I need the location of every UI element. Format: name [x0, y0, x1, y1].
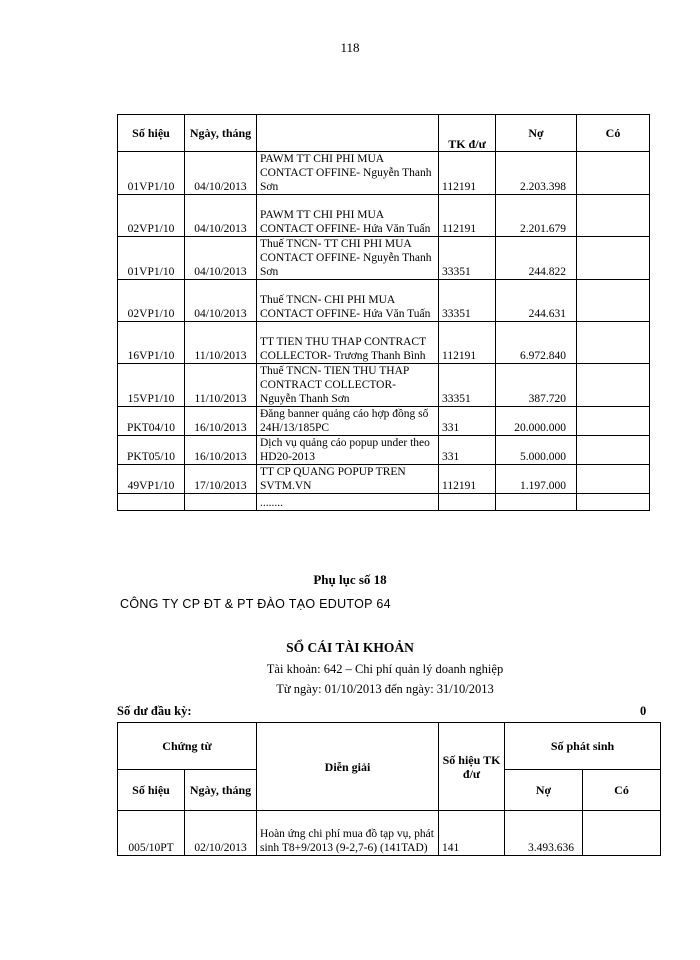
cell-description: PAWM TT CHI PHI MUA CONTACT OFFINE- Nguyễn Thanh Sơn — [257, 152, 439, 195]
cell-credit — [577, 280, 650, 322]
header-account: TK đ/ư — [439, 115, 496, 152]
cell-account: 331 — [439, 407, 496, 436]
header-date: Ngày, tháng — [185, 115, 257, 152]
table-row — [118, 152, 650, 195]
cell-account — [439, 494, 496, 511]
cell-account: 112191 — [439, 322, 496, 364]
cell-doc-no: 15VP1/10 — [118, 364, 185, 407]
table-row — [118, 280, 650, 322]
cell-description: Đăng banner quảng cáo hợp đồng số 24H/13/185PC — [257, 407, 439, 436]
ledger-title: SỔ CÁI TÀI KHOẢN — [286, 640, 414, 655]
cell-debit: 244.631 — [496, 280, 577, 322]
header-description: Diễn giải — [257, 723, 439, 811]
cell-date: 04/10/2013 — [185, 195, 257, 237]
cell-date: 04/10/2013 — [185, 280, 257, 322]
cell-description: Thuế TNCN- TT CHI PHI MUA CONTACT OFFINE- Nguyễn Thanh Sơn — [257, 237, 439, 280]
header-doc-no: Số hiệu — [118, 115, 185, 152]
header-debit: Nợ — [496, 115, 577, 152]
cell-credit — [577, 465, 650, 494]
cell-debit: 2.203.398 — [496, 152, 577, 195]
account-line: Tài khoản: 642 – Chi phí quản lý doanh nghiệp — [266, 662, 504, 676]
table-header-row — [118, 723, 661, 770]
table-row — [118, 322, 650, 364]
cell-doc-no: 02VP1/10 — [118, 195, 185, 237]
cell-doc-no: 02VP1/10 — [118, 280, 185, 322]
opening-balance-value: 0 — [640, 704, 647, 718]
cell-doc-no: PKT04/10 — [118, 407, 185, 436]
cell-description: Thuế TNCN- TIEN THU THAP CONTRACT COLLECTOR- Nguyễn Thanh Sơn — [257, 364, 439, 407]
company-name: CÔNG TY CP ĐT & PT ĐÀO TẠO EDUTOP 64 — [120, 597, 391, 611]
header-doc-no: Số hiệu — [118, 770, 185, 811]
cell-description: Dịch vụ quảng cáo popup under theo HD20-2013 — [257, 436, 439, 465]
cell-doc-no: 01VP1/10 — [118, 152, 185, 195]
page-number: 118 — [340, 40, 360, 55]
cell-account: 112191 — [439, 195, 496, 237]
cell-credit — [577, 436, 650, 465]
table-row — [118, 195, 650, 237]
header-credit: Có — [583, 770, 661, 811]
table-row — [118, 364, 650, 407]
table-row — [118, 436, 650, 465]
header-amount: Số phát sinh — [505, 723, 661, 770]
table-row — [118, 237, 650, 280]
table-row — [118, 811, 661, 856]
cell-account: 33351 — [439, 237, 496, 280]
general-ledger-table — [117, 722, 661, 856]
cell-credit — [577, 407, 650, 436]
header-debit: Nợ — [505, 770, 583, 811]
cell-credit — [577, 494, 650, 511]
cell-date: 17/10/2013 — [185, 465, 257, 494]
cell-doc-no: PKT05/10 — [118, 436, 185, 465]
cell-description: ........ — [257, 494, 439, 511]
cell-doc-no: 005/10PT — [118, 811, 185, 856]
cell-debit: 1.197.000 — [496, 465, 577, 494]
cell-credit — [577, 237, 650, 280]
cell-date: 11/10/2013 — [185, 322, 257, 364]
cell-credit — [583, 811, 661, 856]
cell-credit — [577, 322, 650, 364]
cell-description: TT TIEN THU THAP CONTRACT COLLECTOR- Trương Thanh Bình — [257, 322, 439, 364]
cell-account: 33351 — [439, 364, 496, 407]
period-line: Từ ngày: 01/10/2013 đến ngày: 31/10/2013 — [276, 682, 494, 696]
cell-date: 11/10/2013 — [185, 364, 257, 407]
cell-account: 33351 — [439, 280, 496, 322]
cell-debit: 5.000.000 — [496, 436, 577, 465]
cell-date: 02/10/2013 — [185, 811, 257, 856]
cell-account: 141 — [439, 811, 505, 856]
table-header-row — [118, 115, 650, 152]
cell-date: 16/10/2013 — [185, 407, 257, 436]
table-row — [118, 407, 650, 436]
cell-doc-no — [118, 494, 185, 511]
cell-credit — [577, 195, 650, 237]
header-description — [257, 115, 439, 152]
header-date: Ngày, tháng — [185, 770, 257, 811]
cell-date — [185, 494, 257, 511]
header-credit: Có — [577, 115, 650, 152]
cell-doc-no: 01VP1/10 — [118, 237, 185, 280]
cell-account: 112191 — [439, 152, 496, 195]
appendix-title: Phụ lục số 18 — [313, 572, 387, 587]
cell-date: 04/10/2013 — [185, 152, 257, 195]
cell-credit — [577, 152, 650, 195]
cell-debit: 244.822 — [496, 237, 577, 280]
cell-date: 16/10/2013 — [185, 436, 257, 465]
header-voucher: Chứng từ — [118, 723, 257, 770]
cell-debit: 6.972.840 — [496, 322, 577, 364]
cell-doc-no: 16VP1/10 — [118, 322, 185, 364]
cell-description: Thuế TNCN- CHI PHI MUA CONTACT OFFINE- Hứa Văn Tuấn — [257, 280, 439, 322]
cell-date: 04/10/2013 — [185, 237, 257, 280]
cell-credit — [577, 364, 650, 407]
table-row — [118, 465, 650, 494]
cell-description: PAWM TT CHI PHI MUA CONTACT OFFINE- Hứa Văn Tuấn — [257, 195, 439, 237]
table-row — [118, 494, 650, 511]
cell-description: TT CP QUANG POPUP TREN SVTM.VN — [257, 465, 439, 494]
cell-account: 331 — [439, 436, 496, 465]
ledger-continuation-table — [117, 114, 650, 511]
cell-debit: 3.493.636 — [505, 811, 583, 856]
cell-debit: 387.720 — [496, 364, 577, 407]
cell-debit: 2.201.679 — [496, 195, 577, 237]
cell-description: Hoàn ứng chi phí mua đồ tạp vụ, phát sinh T8+9/2013 (9-2,7-6) (141TAD) — [257, 811, 439, 856]
cell-doc-no: 49VP1/10 — [118, 465, 185, 494]
cell-account: 112191 — [439, 465, 496, 494]
header-account: Số hiệu TK đ/ư — [439, 723, 505, 811]
opening-balance-label: Số dư đầu kỳ: — [117, 704, 192, 718]
cell-debit — [496, 494, 577, 511]
cell-debit: 20.000.000 — [496, 407, 577, 436]
